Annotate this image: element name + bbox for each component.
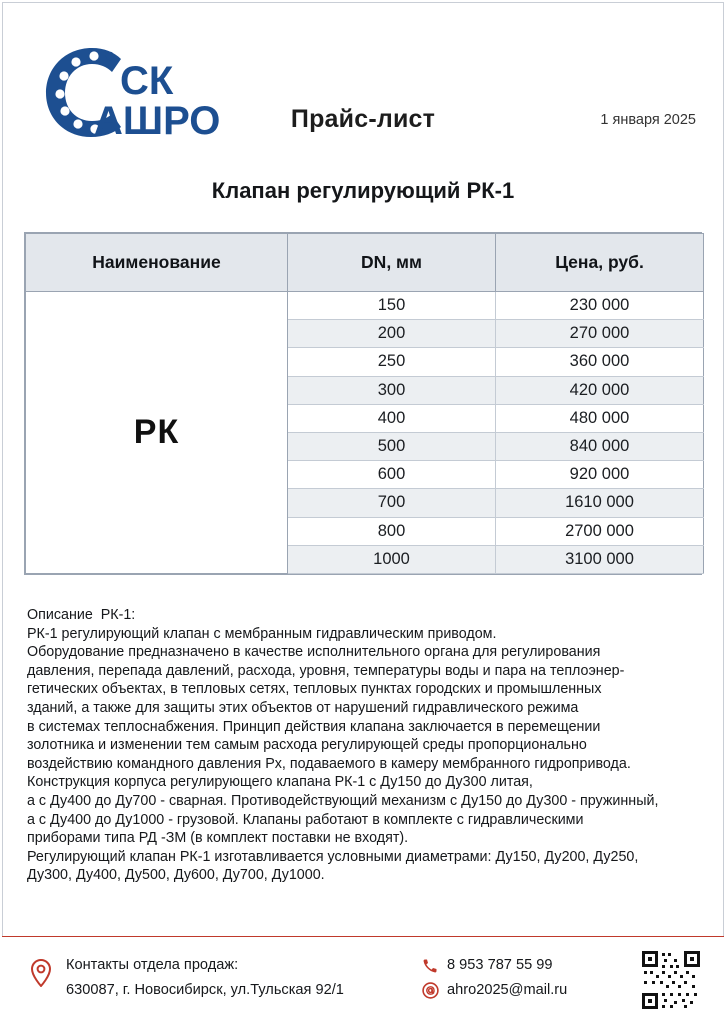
phone-number: 8 953 787 55 99 — [447, 957, 553, 973]
description-line: в системах теплоснабжения. Принцип действия клапана заключается в перемещении — [27, 718, 601, 735]
cell-dn: 250 — [288, 348, 496, 376]
cell-dn: 1000 — [288, 545, 496, 573]
email-icon — [422, 982, 439, 999]
cell-dn: 800 — [288, 517, 496, 545]
sales-contacts-label: Контакты отдела продаж: — [66, 957, 239, 973]
price-table — [25, 233, 704, 574]
cell-price: 920 000 — [496, 461, 704, 489]
document-footer — [2, 936, 724, 1022]
description-line: Ду300, Ду400, Ду500, Ду600, Ду700, Ду1000. — [27, 867, 325, 884]
cell-price: 2700 000 — [496, 517, 704, 545]
cell-price: 3100 000 — [496, 545, 704, 573]
document-header — [0, 0, 726, 168]
phone-row[interactable] — [422, 953, 567, 978]
description-line: приборами типа РД -ЗМ (в комплект поставки не входят). — [27, 830, 409, 847]
description-line: Оборудование предназначено в качестве исполнительного органа для регулирования — [27, 644, 601, 661]
table-header-row — [26, 234, 704, 292]
location-pin-icon — [30, 959, 52, 987]
description-line: Регулирующий клапан РК-1 изготавливается условными диаметрами: Ду150, Ду200, Ду250, — [27, 848, 639, 865]
header-name: Наименование — [26, 234, 288, 292]
cell-price: 270 000 — [496, 320, 704, 348]
header-dn: DN, мм — [288, 234, 496, 292]
table-row — [26, 292, 704, 320]
cell-price: 840 000 — [496, 432, 704, 460]
svg-text:СК: СК — [120, 59, 174, 103]
description-line: Конструкция корпуса регулирующего клапана РК-1 с Ду150 до Ду300 литая, — [27, 774, 533, 791]
cell-price: 360 000 — [496, 348, 704, 376]
cell-dn: 400 — [288, 404, 496, 432]
cell-dn: 200 — [288, 320, 496, 348]
cell-dn: 500 — [288, 432, 496, 460]
description-line: золотника и изменении тем самым расхода регулирующей среды пропорционально — [27, 737, 587, 754]
cell-price: 420 000 — [496, 376, 704, 404]
description-line: давления, перепада давлений, расхода, уровня, температуры воды и пара на теплоэнер- — [27, 662, 625, 679]
description-line: гетических объектах, в тепловых сетях, тепловых пунктах городских и промышленных — [27, 681, 602, 698]
price-table-container — [24, 232, 702, 575]
product-name-cell: РК — [26, 292, 288, 574]
description-block — [27, 606, 702, 885]
qr-code — [640, 949, 702, 1011]
cell-price: 480 000 — [496, 404, 704, 432]
description-heading: Описание РК-1: — [27, 607, 136, 623]
contacts-block — [66, 953, 344, 1003]
description-line: а с Ду400 до Ду700 - сварная. Противодействующий механизм с Ду150 до Ду300 - пружинный, — [27, 792, 659, 809]
cell-dn: 300 — [288, 376, 496, 404]
email-address: ahro2025@mail.ru — [447, 982, 568, 998]
document-title: Прайс-лист — [290, 105, 436, 133]
product-title: Клапан регулирующий РК-1 — [211, 178, 515, 203]
svg-text:АШРО: АШРО — [94, 99, 221, 143]
cell-price: 230 000 — [496, 292, 704, 320]
email-row[interactable] — [422, 978, 567, 1003]
cell-price: 1610 000 — [496, 489, 704, 517]
right-contacts-block — [422, 953, 567, 1003]
cell-dn: 150 — [288, 292, 496, 320]
cell-dn: 600 — [288, 461, 496, 489]
company-address: 630087, г. Новосибирск, ул.Тульская 92/1 — [66, 982, 344, 998]
description-line: зданий, а также для защиты этих объектов от нарушений гидравлического режима — [27, 699, 579, 716]
document-date: 1 января 2025 — [600, 112, 696, 128]
description-line: РК-1 регулирующий клапан с мембранным гидравлическим приводом. — [27, 625, 497, 642]
header-price: Цена, руб. — [496, 234, 704, 292]
description-line: воздействию командного давления Рх, подаваемого в камеру мембранного гидропривода. — [27, 755, 631, 772]
phone-icon — [422, 957, 439, 974]
price-table-body — [26, 292, 704, 574]
description-line: а с Ду400 до Ду1000 - грузовой. Клапаны работают в комплекте с гидравлическими — [27, 811, 584, 828]
cell-dn: 700 — [288, 489, 496, 517]
